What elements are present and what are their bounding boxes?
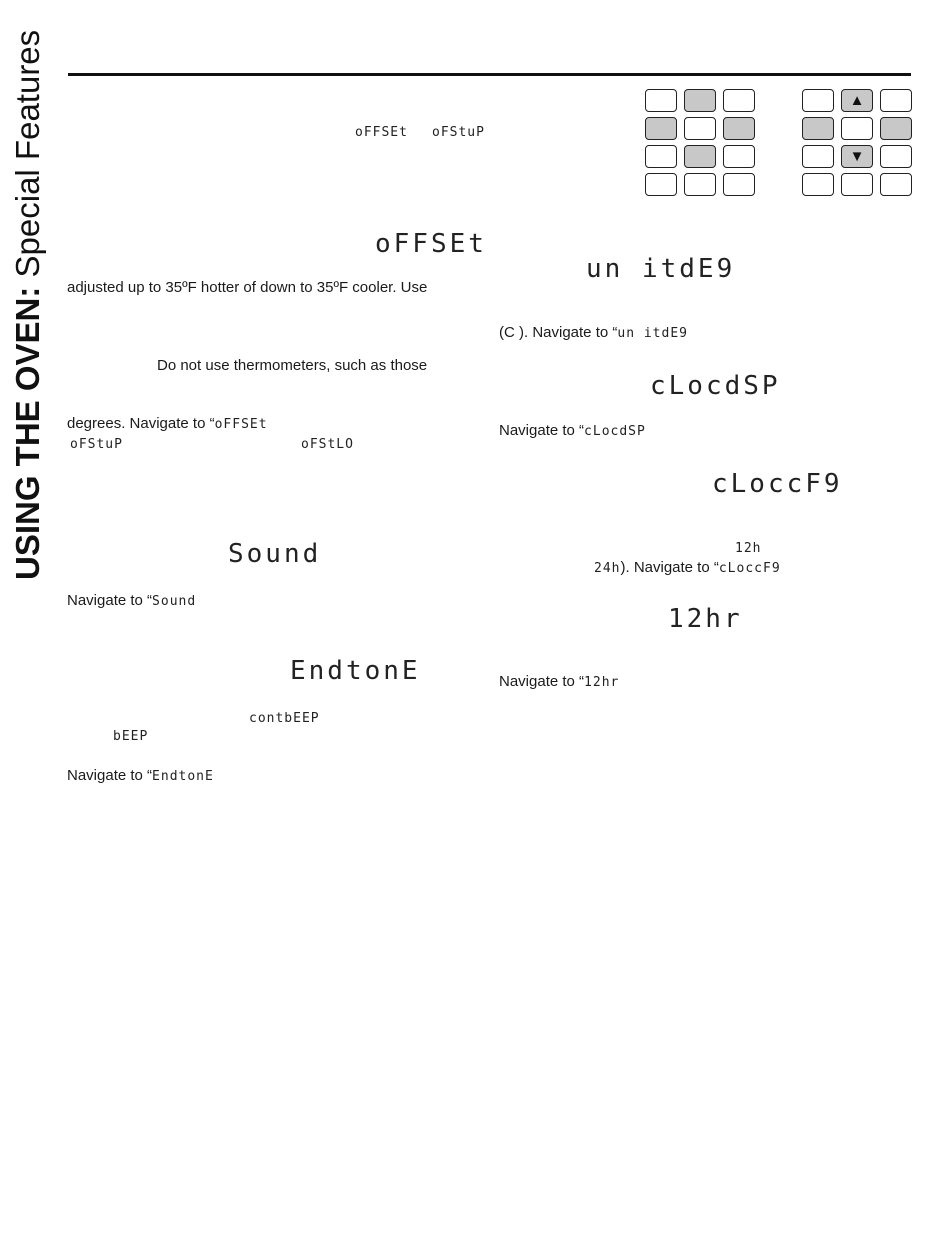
cloccfg-nav-lcd: cLoccF9 [718, 561, 781, 576]
degrees-line [67, 415, 268, 434]
keypad-key [684, 145, 716, 168]
keypad-key [723, 173, 755, 196]
endtone-heading: EndtonE [290, 656, 421, 686]
thermometer-line: Do not use thermometers, such as those [157, 357, 428, 374]
cloccfg-heading: cLoccF9 [712, 469, 843, 499]
side-title [8, 20, 48, 580]
degrees-offset-lcd: oFFSEt [214, 417, 268, 432]
offset-heading: oFFSEt [375, 229, 487, 259]
header-rule [68, 73, 911, 76]
sound-nav-line [67, 592, 196, 611]
sound-nav-text: Navigate to “ [67, 592, 153, 609]
unitdeg-nav-line [499, 324, 688, 343]
keypad-key [684, 117, 716, 140]
keypad-key [802, 89, 834, 112]
keypad-key [841, 117, 873, 140]
endtone-nav-lcd: EndtonE [152, 769, 214, 784]
keypad-key [684, 89, 716, 112]
keypad-key [880, 145, 912, 168]
keypad-key [841, 173, 873, 196]
unitdeg-nav-lcd: un itdE9 [617, 326, 688, 341]
cloccfg-nav-line [594, 559, 781, 578]
keypad-key [723, 145, 755, 168]
keypad-diagram-right [802, 89, 912, 196]
keypad-key [645, 89, 677, 112]
h24-lcd: 24h [594, 561, 621, 576]
sound-nav-lcd: Sound [152, 594, 197, 609]
keypad-key [802, 173, 834, 196]
keypad-key [684, 173, 716, 196]
h12hr-nav-lcd: 12hr [584, 675, 620, 690]
unitdeg-nav-text: (C ). Navigate to “ [499, 324, 618, 341]
offset-lcd-small: oFFSEt [355, 125, 408, 140]
keypad-key [645, 145, 677, 168]
offset-line: adjusted up to 35ºF hotter of down to 35ºF cooler. Use [67, 279, 428, 296]
keypad-key [880, 173, 912, 196]
keypad-diagram-left [645, 89, 755, 196]
h12hr-heading: 12hr [668, 604, 743, 634]
ofstup-lcd: oFStuP [70, 437, 123, 452]
unitdeg-heading: un itdE9 [586, 254, 736, 284]
keypad-key [645, 117, 677, 140]
keypad-key [880, 89, 912, 112]
endtone-nav-line [67, 767, 214, 786]
up-arrow-icon: ▲ [841, 89, 873, 112]
ofstlo-lcd: oFStLO [301, 437, 354, 452]
side-title-normal: Special Features [9, 29, 46, 278]
keypad-key [880, 117, 912, 140]
down-arrow-icon: ▼ [841, 145, 873, 168]
cloccfg-nav-text: ). Navigate to “ [620, 559, 719, 576]
clocdsp-heading: cLocdSP [650, 371, 781, 401]
keypad-key [802, 145, 834, 168]
keypad-key [645, 173, 677, 196]
contbeep-lcd: contbEEP [249, 711, 320, 726]
sound-heading: Sound [228, 539, 322, 569]
keypad-key [723, 89, 755, 112]
keypad-key [802, 117, 834, 140]
keypad-key [723, 117, 755, 140]
beep-lcd: bEEP [113, 729, 149, 744]
endtone-nav-text: Navigate to “ [67, 767, 153, 784]
clocdsp-nav-lcd: cLocdSP [584, 424, 646, 439]
h12-lcd: 12h [735, 541, 762, 556]
degrees-text: degrees. Navigate to “ [67, 415, 215, 432]
h12hr-nav-line [499, 673, 619, 692]
h12hr-nav-text: Navigate to “ [499, 673, 585, 690]
clocdsp-nav-text: Navigate to “ [499, 422, 585, 439]
clocdsp-nav-line [499, 422, 646, 441]
ofstup-lcd-small: oFStuP [432, 125, 485, 140]
side-title-bold: USING THE OVEN: [9, 286, 46, 580]
